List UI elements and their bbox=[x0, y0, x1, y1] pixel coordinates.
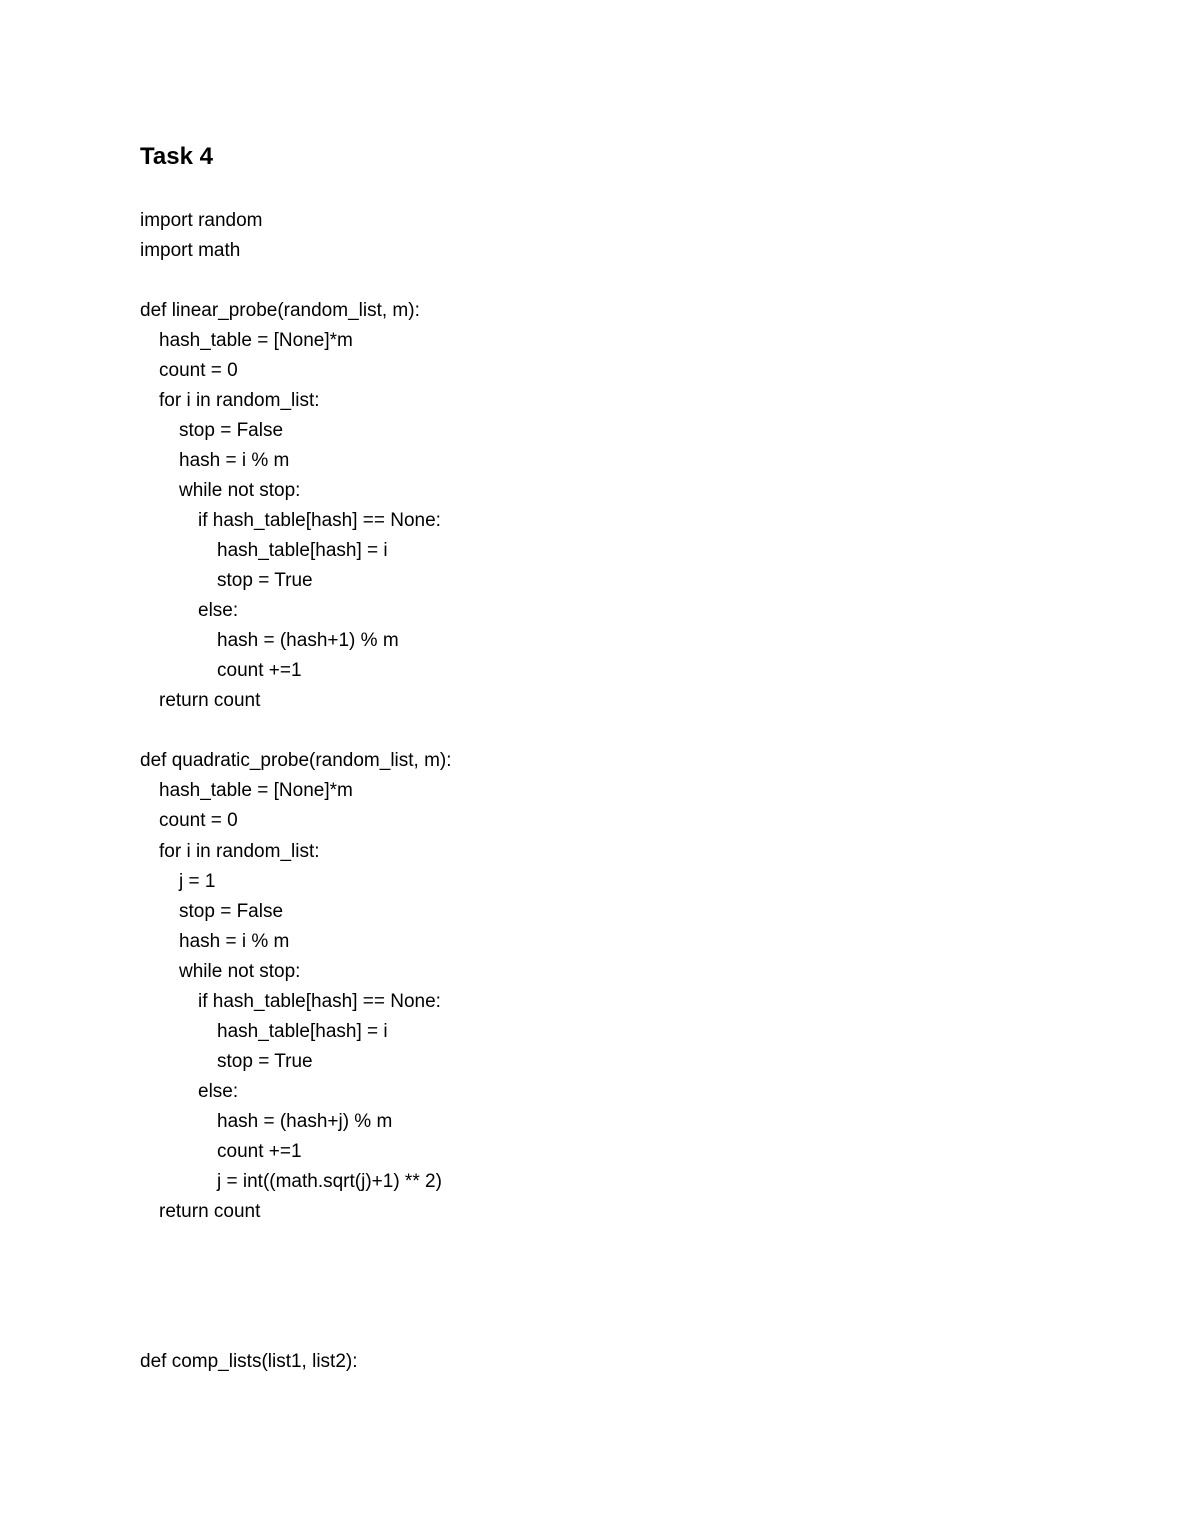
code-line: hash_table[hash] = i bbox=[217, 540, 388, 561]
code-line: count = 0 bbox=[159, 810, 238, 831]
code-line: stop = False bbox=[179, 420, 284, 441]
code-line: hash = (hash+1) % m bbox=[217, 630, 399, 651]
code-line: while not stop: bbox=[179, 480, 301, 501]
code-line: stop = False bbox=[179, 901, 284, 922]
code-line: j = int((math.sqrt(j)+1) ** 2) bbox=[217, 1171, 442, 1192]
code-line: count = 0 bbox=[159, 360, 238, 381]
code-line: count +=1 bbox=[217, 1141, 302, 1162]
code-line: return count bbox=[159, 690, 261, 711]
code-line: hash_table = [None]*m bbox=[159, 780, 353, 801]
code-line: hash = i % m bbox=[179, 931, 290, 952]
code-line: hash = i % m bbox=[179, 450, 290, 471]
code-line: hash_table[hash] = i bbox=[217, 1021, 388, 1042]
code-line: if hash_table[hash] == None: bbox=[198, 991, 441, 1012]
code-line: else: bbox=[198, 600, 239, 621]
code-line: stop = True bbox=[217, 570, 313, 591]
code-line: for i in random_list: bbox=[159, 841, 320, 862]
code-line: else: bbox=[198, 1081, 239, 1102]
code-line: def quadratic_probe(random_list, m): bbox=[140, 750, 452, 771]
code-line: def comp_lists(list1, list2): bbox=[140, 1351, 358, 1372]
code-line: for i in random_list: bbox=[159, 390, 320, 411]
code-line: def linear_probe(random_list, m): bbox=[140, 300, 420, 321]
code-line: import random bbox=[140, 210, 263, 231]
code-line: import math bbox=[140, 240, 241, 261]
code-line: if hash_table[hash] == None: bbox=[198, 510, 441, 531]
code-line: j = 1 bbox=[179, 871, 216, 892]
code-line: count +=1 bbox=[217, 660, 302, 681]
code-line: return count bbox=[159, 1201, 261, 1222]
page-title: Task 4 bbox=[140, 143, 213, 170]
code-line: stop = True bbox=[217, 1051, 313, 1072]
code-line: hash_table = [None]*m bbox=[159, 330, 353, 351]
code-line: while not stop: bbox=[179, 961, 301, 982]
code-line: hash = (hash+j) % m bbox=[217, 1111, 393, 1132]
